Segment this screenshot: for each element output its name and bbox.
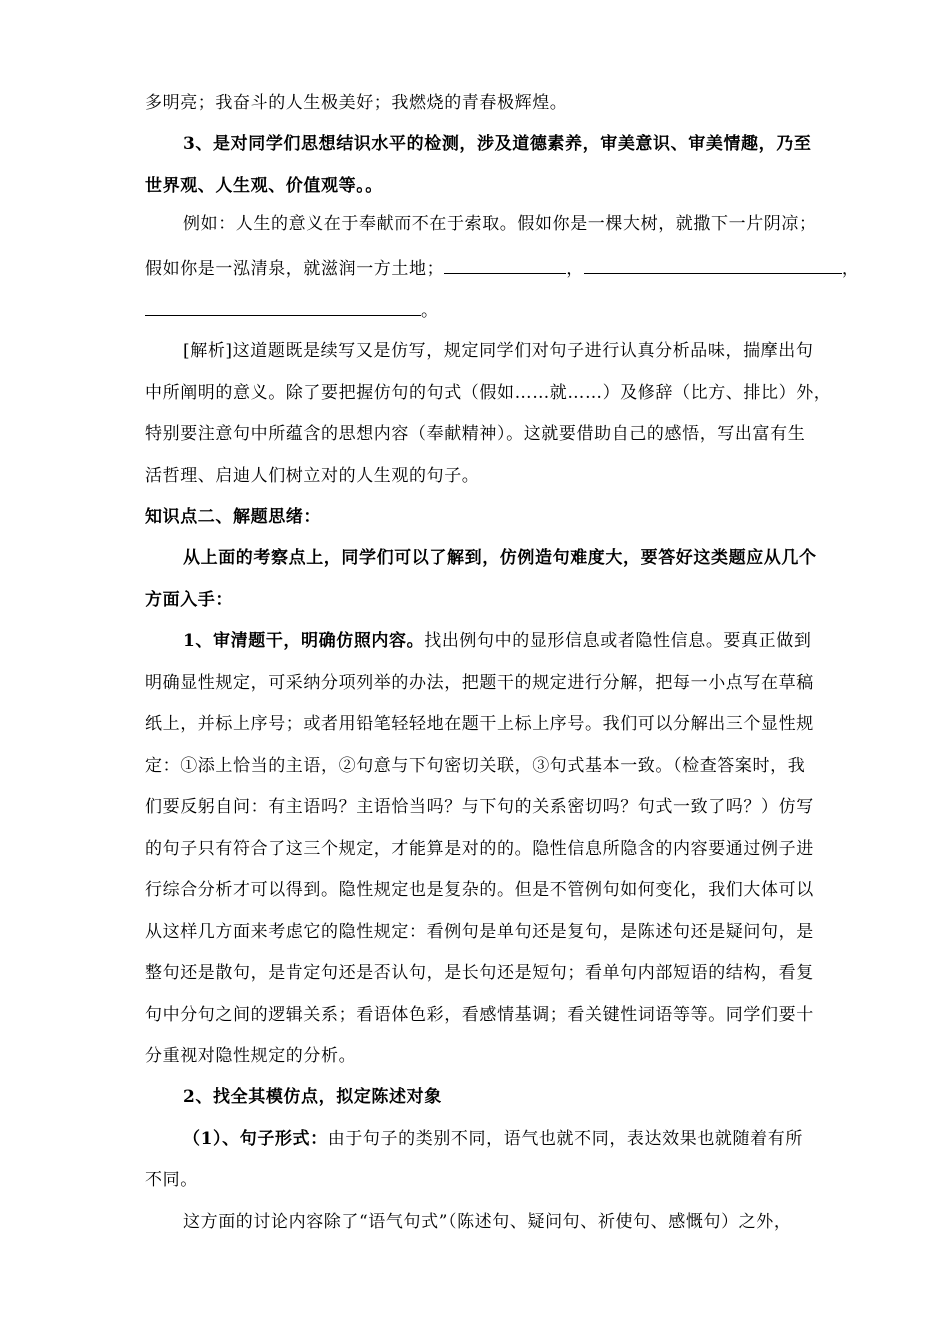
text-line: 这方面的讨论内容除了“语气句式”（陈述句、疑问句、祈使句、感慨句）之外， [183,1212,792,1232]
text-line: 分重视对隐性规定的分析。 [145,1046,357,1066]
analysis-line: [解析]这道题既是续写又是仿写，规定同学们对句子进行认真分析品味，揣摩出句 [183,341,814,361]
text-line: 整句还是散句，是肯定句还是否认句，是长句还是短句；看单句内部短语的结构，看复 [145,963,814,983]
bold-paragraph-cont: 方面入手： [145,590,233,610]
subpoint-1-heading: （1）、句子形式： [183,1129,328,1149]
subpoint-1-text: 由于句子的类别不同，语气也就不同，表达效果也就随着有所 [327,1129,803,1149]
text-line: 的句子只有符合了这三个规定，才能算是对的的。隐性信息所隐含的内容要通过例子进 [145,839,814,859]
text-line: 活哲理、启迪人们树立对的人生观的句子。 [145,466,480,486]
point-3-heading-cont: 世界观、人生观、价值观等。。 [145,176,383,196]
example-line-blank-end [145,299,439,322]
period: 。 [421,301,439,321]
text-line: 行综合分析才可以得到。隐性规定也是复杂的。但是不管例句如何变化，我们大体可以 [145,880,814,900]
separator: ， [566,259,584,279]
text-line: 不同。 [145,1170,198,1190]
text-line: 明确显性规定，可采纳分项列举的办法，把题干的规定进行分解，把每一小点写在草稿 [145,673,814,693]
answer-blank-2[interactable] [584,257,842,274]
step-1-heading: 1、审清题干，明确仿照内容。 [183,631,425,651]
text-line: 多明亮；我奋斗的人生极美好；我燃烧的青春极辉煌。 [145,93,568,113]
subpoint-1-line [183,1128,803,1150]
point-3-heading: 3、是对同学们思想结识水平的检测，涉及道德素养，审美意识、审美情趣，乃至 [183,134,812,154]
text-line: 从这样几方面来考虑它的隐性规定：看例句是单句还是复句，是陈述句还是疑问句，是 [145,922,814,942]
answer-blank-1[interactable] [444,257,566,274]
text-line: 们要反躬自问：有主语吗？主语恰当吗？与下句的关系密切吗？句式一致了吗？）仿写 [145,797,814,817]
text-line: 纸上，并标上序号；或者用铅笔轻轻地在题干上标上序号。我们可以分解出三个显性规 [145,714,814,734]
step-1-text: 找出例句中的显形信息或者隐性信息。要真正做到 [424,631,812,651]
text-line: 句中分句之间的逻辑关系；看语体色彩，看感情基调；看关键性词语等等。同学们要十 [145,1005,814,1025]
step-1-line [183,630,811,652]
example-line-blanks [145,257,859,280]
section-heading: 知识点二、解题思绪： [145,507,321,527]
separator: ， [841,259,860,279]
text-line: 特别要注意句中所蕴含的思想内容（奉献精神）。这就要借助自己的感悟，写出富有生 [145,424,806,444]
answer-blank-3[interactable] [145,299,421,316]
bold-paragraph: 从上面的考察点上，同学们可以了解到，仿例造句难度大，要答好这类题应从几个 [183,548,817,568]
example-text: 假如你是一泓清泉，就滋润一方土地； [145,259,445,279]
text-line: 中所阐明的意义。除了要把握仿句的句式（假如……就……）及修辞（比方、排比）外， [145,383,832,403]
step-2-heading: 2、找全其模仿点，拟定陈述对象 [183,1087,442,1107]
example-line: 例如：人生的意义在于奉献而不在于索取。假如你是一棵大树，就撒下一片阴凉； [183,214,817,234]
text-line: 定：①添上恰当的主语，②句意与下句密切关联，③句式基本一致。（检查答案时，我 [145,756,806,776]
